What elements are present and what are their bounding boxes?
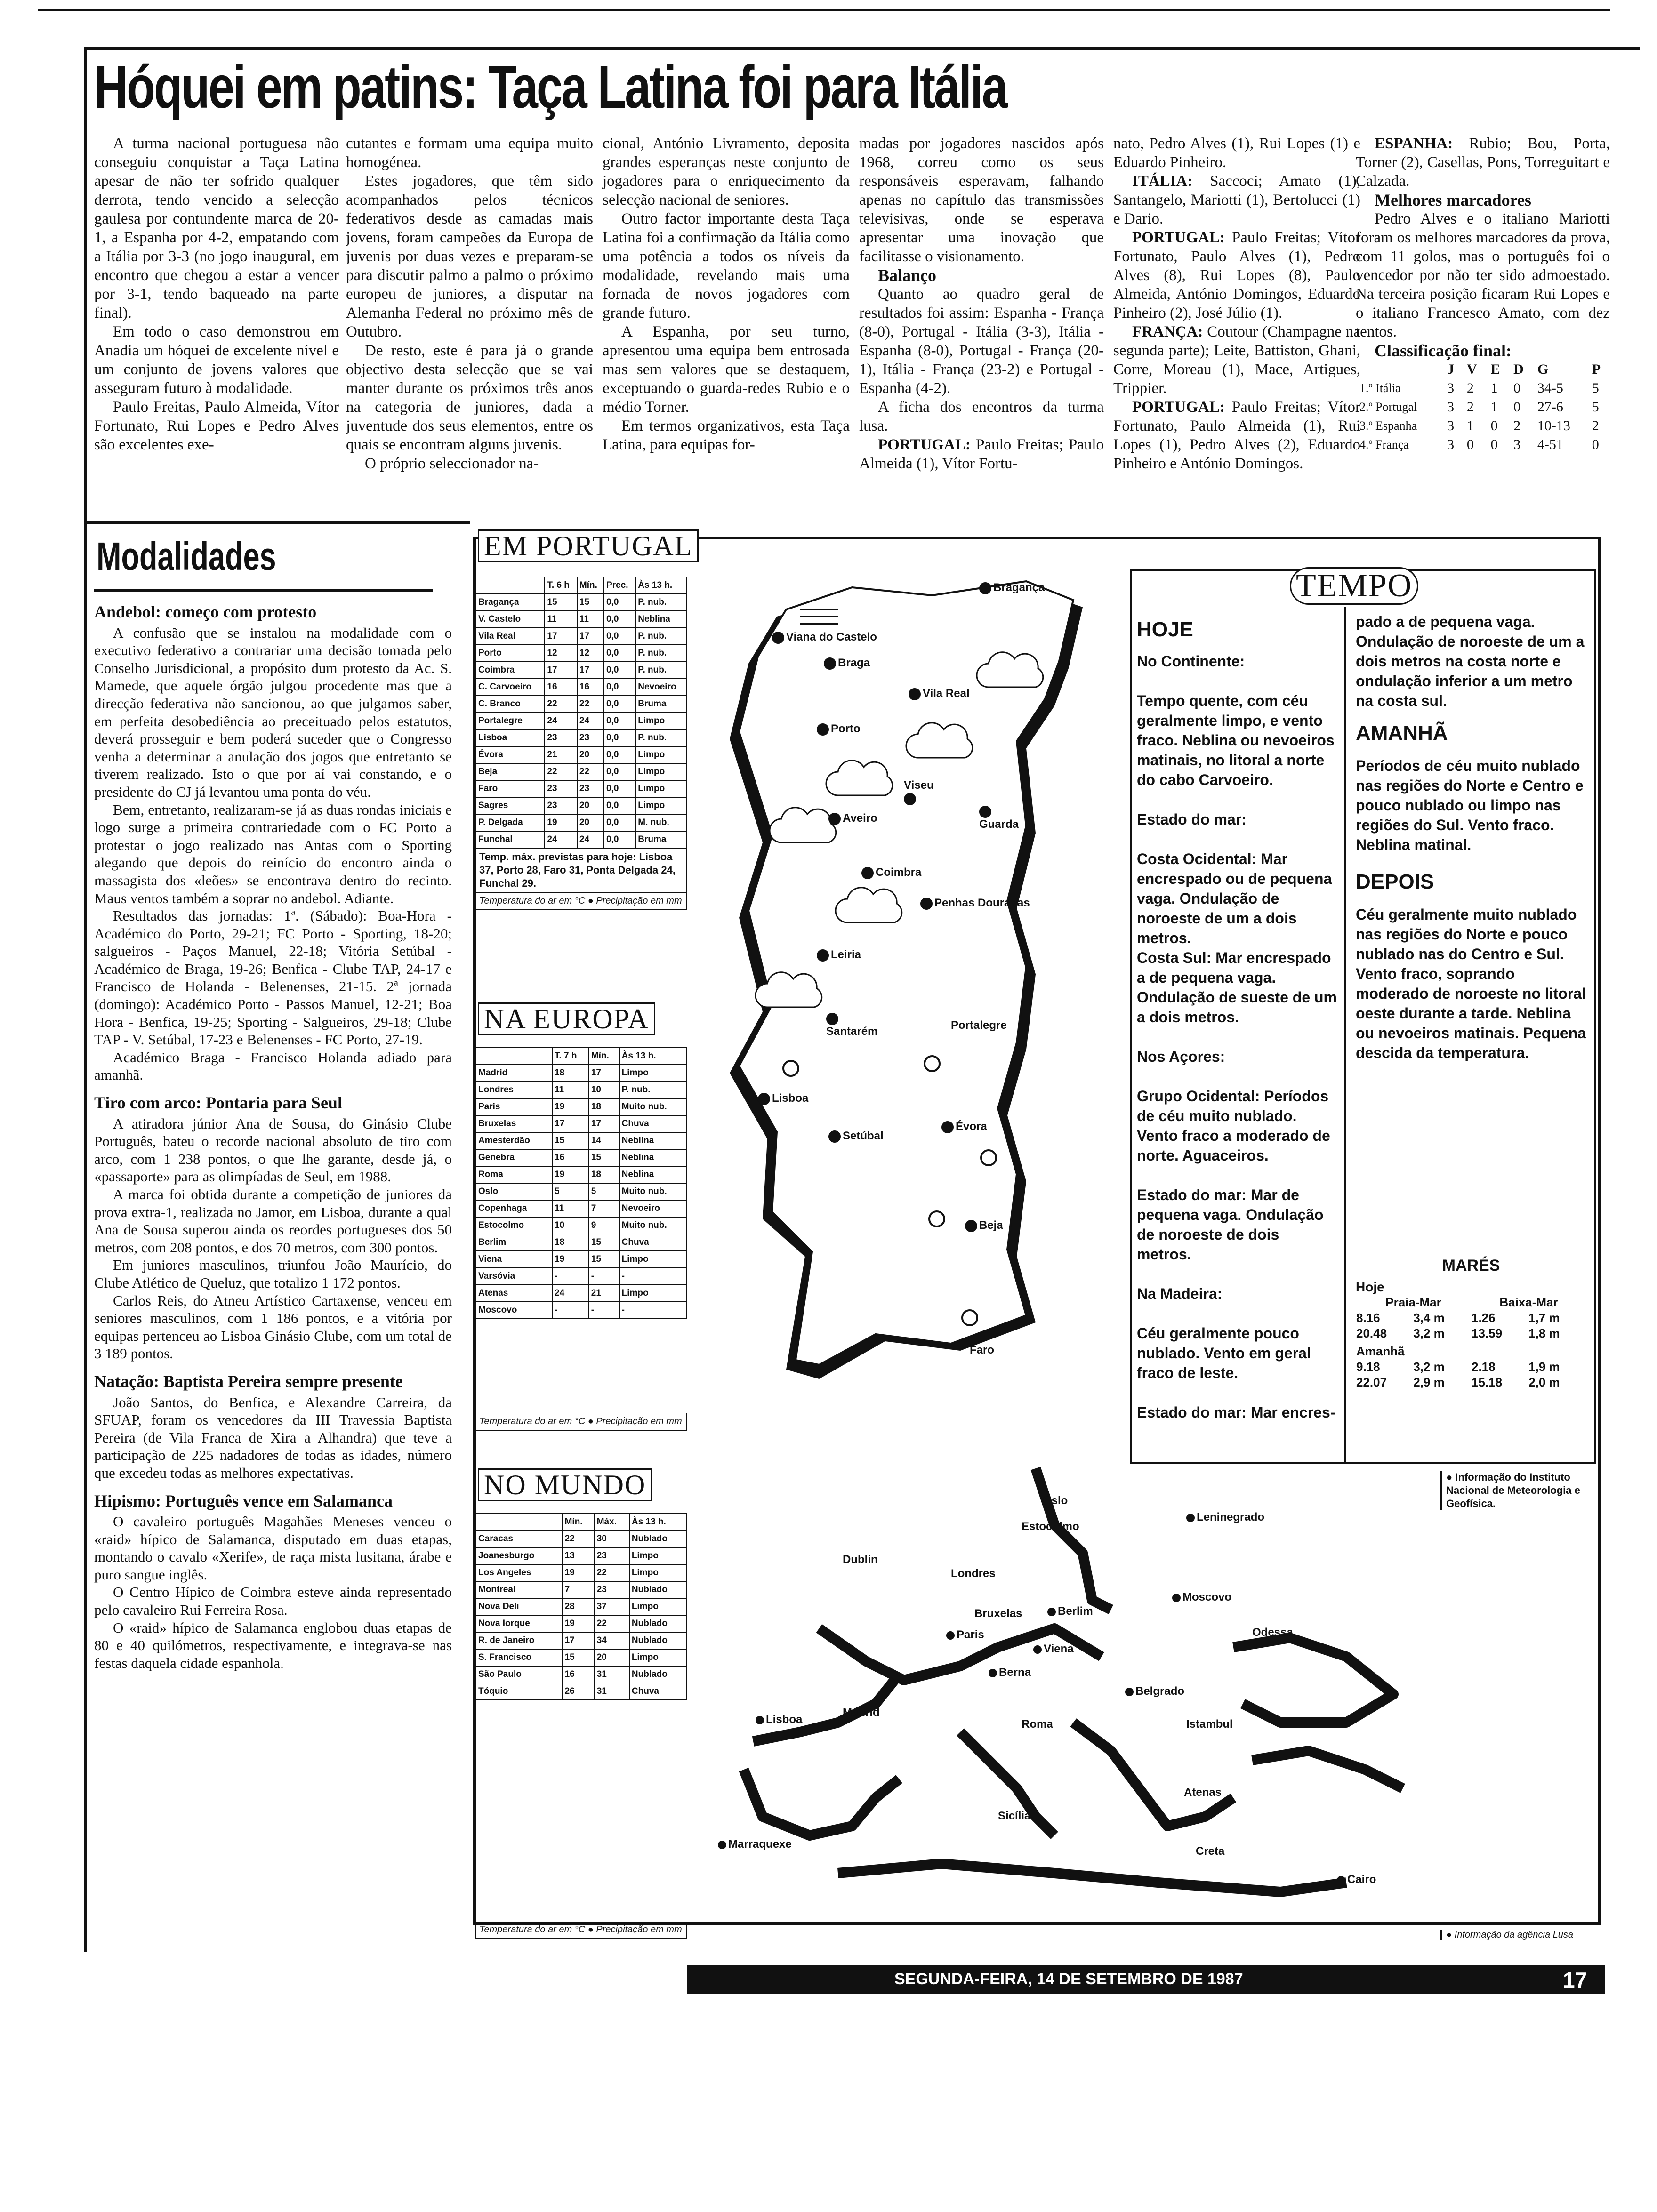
team-label: FRANÇA: — [1132, 323, 1203, 340]
article-col-4 — [859, 134, 1104, 473]
city-cell: Madrid — [476, 1065, 552, 1082]
city-creta: Creta — [1196, 1845, 1225, 1858]
city-cell: Los Angeles — [476, 1564, 563, 1581]
article-paragraph — [859, 435, 1104, 473]
article-paragraph: O próprio seleccionador na- — [365, 455, 539, 472]
table-row: São Paulo 16 31 Nublado — [476, 1666, 687, 1683]
table-header: T. 7 h Mín. Às 13 h. — [476, 1048, 687, 1065]
city-atenas: Atenas — [1184, 1786, 1222, 1799]
city-cell: Portalegre — [476, 713, 545, 729]
tempo-acores: Grupo Ocidental: Períodos de céu muito nublado. Vento fraco a moderado de norte. Aguaceiros. — [1137, 1088, 1330, 1164]
table-row: Caracas 22 30 Nublado — [476, 1531, 687, 1547]
city-belgrado: Belgrado — [1125, 1685, 1184, 1698]
tempo-madeira: Céu geralmente pouco nublado. Vento em geral fraco de leste. — [1137, 1325, 1311, 1381]
team-lineup: Paulo Freitas; Vítor Fortunato, Paulo Almeida (1), Rui Lopes (1), Pedro Alves (2), Eduardo Pinheiro e António Domingos. — [1113, 399, 1360, 472]
table-row: Lisboa 23 23 0,0 P. nub. — [476, 729, 687, 746]
subheading-classificacao: Classificação final: — [1375, 341, 1512, 360]
city-cell: Copenhaga — [476, 1200, 552, 1217]
no-mundo-table-wrap — [475, 1513, 687, 1939]
city-cell: C. Branco — [476, 696, 545, 713]
article-paragraph: nato, Pedro Alves (1), Rui Lopes (1) e Eduardo Pinheiro. — [1113, 135, 1360, 171]
article-paragraph: Em juniores masculinos, triunfou João Maurício, do Clube Atlético de Queluz, que totalizo 1 172 pontos. — [94, 1257, 452, 1291]
city-cell: Caracas — [476, 1531, 563, 1547]
table-row: Varsóvia - - - — [476, 1268, 687, 1285]
tempo-col-1 — [1137, 617, 1337, 1422]
article-paragraph: madas por jogadores nascidos após 1968, correu como os seus responsáveis esperavam, falhando apenas no capítulo das transmissões televisivas, onde se esperava apresentar uma inovação que facilitasse o visionamento. — [859, 135, 1104, 265]
table-row: Londres 11 10 P. nub. — [476, 1082, 687, 1098]
city-cell: Bruxelas — [476, 1115, 552, 1132]
em-portugal-heading: EM PORTUGAL — [478, 529, 699, 562]
table-row: C. Carvoeiro 16 16 0,0 Nevoeiro — [476, 679, 687, 696]
article-paragraph: O cavaleiro português Magahães Meneses venceu o «raid» hípico de Salamanca, disputado em duas etapas, montando o cavalo «Xerife», de raça mista lusitana, árabe e puro sangue inglês. — [94, 1513, 452, 1583]
city-dublin: Dublin — [843, 1553, 878, 1566]
city-sicilia: Sicília — [998, 1810, 1031, 1822]
article-paragraph: João Santos, do Benfica, e Alexandre Carreira, da SFUAP, foram os vencedores da III Travessia Baptista Pereira (de Vila Franca de Xira a Alhandra) que teve a participação de 225 nadadores de todas as idades, número que excedeu todas as melhores expectativas. — [94, 1394, 452, 1481]
city-cell: Lisboa — [476, 729, 545, 746]
bullet-icon: ● — [1446, 1471, 1456, 1483]
table-row: Amanhã — [1356, 1344, 1405, 1358]
city-paris: Paris — [946, 1628, 984, 1642]
classification-table — [1356, 360, 1610, 454]
team-lineup: Coutour (Champagne na segunda parte); Leite, Battiston, Ghani, Corre, Moreau (1), Mace, Artigues, Trippier. — [1113, 323, 1360, 397]
page-number: 17 — [1563, 1968, 1587, 1992]
team-lineup: Rubio; Bou, Porta, Torner (2), Casellas, Pons, Torreguitart e Calzada. — [1356, 135, 1610, 190]
modalidades-heading: Modalidades — [97, 534, 276, 578]
city-marraquexe: Marraquexe — [718, 1838, 792, 1851]
mares-title: MARÉS — [1442, 1257, 1500, 1274]
tempo-amanha-text: Períodos de céu muito nublado nas regiões do Norte e Centro e pouco nublado ou limpo nas regiões do Sul. Vento fraco. Neblina matinal. — [1356, 757, 1584, 853]
table-row: 4.º França 3 0 0 3 4-51 0 — [1359, 437, 1599, 452]
city-moscovo: Moscovo — [1172, 1591, 1231, 1604]
city-viena: Viena — [1033, 1643, 1074, 1656]
article-paragraph — [1356, 134, 1610, 191]
article-paragraph — [1113, 322, 1360, 398]
city-penhas-douradas: Penhas Douradas — [920, 897, 1030, 910]
instituto-note: ● Informação do Instituto Nacional de Meteorologia e Geofísica. — [1440, 1471, 1592, 1510]
modalidade-title-hipismo: Hipismo: Português vence em Salamanca — [94, 1491, 393, 1510]
modalidades-column — [94, 593, 452, 1672]
article-paragraph: Pedro Alves e o italiano Mariotti foram os melhores marcadores da prova, com 11 golos, mas o português foi o vencedor por não ter sido admoestado. Na terceira posição ficaram Rui Lopes e o italiano Francesco Amato, com dez tentos. — [1356, 210, 1610, 340]
portugal-outline — [739, 581, 1073, 1365]
table-row: Madrid 18 17 Limpo — [476, 1065, 687, 1082]
turkey-coast — [1252, 1751, 1403, 1788]
article-col-5 — [1113, 134, 1360, 473]
article-paragraph — [1113, 398, 1360, 473]
tempo-continente-label: No Continente: — [1137, 653, 1245, 670]
city-coimbra: Coimbra — [861, 866, 921, 879]
article-paragraph: Académico Braga - Francisco Holanda adiado para amanhã. — [94, 1049, 452, 1083]
article-paragraph: O «raid» hípico de Salamanca englobou duas etapas de 80 e 40 quilómetros, respectivamente, e integrava-se nas festas daquela cidade espanhola. — [94, 1619, 452, 1671]
city-lisboa-europe: Lisboa — [756, 1713, 802, 1726]
north-africa-coast — [838, 1864, 1346, 1892]
table-row: S. Francisco 15 20 Limpo — [476, 1649, 687, 1666]
tempo-costa-ocidental: Costa Ocidental: Mar encrespado ou de pequena vaga. Ondulação de noroeste de um a dois metros. — [1137, 850, 1332, 946]
tempo-madeira-label: Na Madeira: — [1137, 1285, 1223, 1302]
city-cell: Londres — [476, 1082, 552, 1098]
article-col-6 — [1356, 134, 1610, 454]
article-paragraph: A marca foi obtida durante a competição de juniores da prova extra-1, realizada no Jamor, em Lisboa, durante a qual Ana de Sousa superou ainda os reordes portugueses dos 50 metros, com 208 pontos, e dos 70 metros, com 300 pontos. — [94, 1186, 452, 1256]
table-row: Paris 19 18 Muito nub. — [476, 1098, 687, 1115]
subheading-marcadores: Melhores marcadores — [1375, 191, 1531, 209]
table-row: 22.07 2,9 m 15.18 2,0 m — [1356, 1375, 1560, 1389]
city-cell: C. Carvoeiro — [476, 679, 545, 696]
city-cell: Funchal — [476, 831, 545, 848]
article-paragraph: Carlos Reis, do Atneu Artístico Cartaxense, venceu em seniores masculinos, com 1 186 pontos, e a vitória por equipas pertenceu ao Lisboa Ginásio Clube, com um total de 3 189 pontos. — [94, 1292, 452, 1362]
city-roma: Roma — [1022, 1718, 1053, 1731]
city-cairo: Cairo — [1337, 1873, 1376, 1886]
city-cell: Estocolmo — [476, 1217, 552, 1234]
article-paragraph: De resto, este é para já o grande objectivo desta selecção que se vai manter durante os próximos três anos na categoria de juniores, dada a juventude dos seus elementos, entre os quais se encontram alguns juvenis. — [346, 342, 593, 453]
city-guarda: Guarda — [979, 805, 1019, 831]
table-header: Praia-Mar Baixa-Mar — [1385, 1295, 1558, 1309]
table-row: Vila Real 17 17 0,0 P. nub. — [476, 628, 687, 645]
table-row: C. Branco 22 22 0,0 Bruma — [476, 696, 687, 713]
article-paragraph: Em todo o caso demonstrou em Anadia um hóquei de excelente nível e um conjunto de jovens valores que asseguram futuro à modalidade. — [94, 323, 339, 397]
table-row: Funchal 24 24 0,0 Bruma — [476, 831, 687, 848]
top-rule — [38, 9, 1610, 11]
city-cell: Beja — [476, 763, 545, 780]
table-row: Moscovo - - - — [476, 1302, 687, 1319]
table-row: Bragança 15 15 0,0 P. nub. — [476, 594, 687, 611]
table-row: Tóquio 26 31 Chuva — [476, 1683, 687, 1700]
city-cell: Bragança — [476, 594, 545, 611]
article-col-2 — [346, 134, 593, 473]
article-col-3 — [603, 134, 850, 454]
table-row: Oslo 5 5 Muito nub. — [476, 1183, 687, 1200]
city-cell: Évora — [476, 746, 545, 763]
team-lineup: Paulo Freitas; Paulo Almeida (1), Vítor Fortu- — [859, 436, 1104, 472]
footer-date: SEGUNDA-FEIRA, 14 DE SETEMBRO DE 1987 — [894, 1970, 1243, 1988]
table-row: R. de Janeiro 17 34 Nublado — [476, 1632, 687, 1649]
na-europa-rows — [476, 1065, 687, 1319]
city-cell: P. Delgada — [476, 814, 545, 831]
article-paragraph: Estes jogadores, que têm sido acompanhados pelos técnicos federativos desde as camadas mais jovens, foram campeões da Europa de juvenis por duas vezes e preparam-se para discutir palmo a palmo o próximo europeu de juniores, a disputar na Alemanha Federal no próximo mês de Outubro. — [346, 173, 593, 340]
city-cell: Nova Deli — [476, 1598, 563, 1615]
no-mundo-table — [475, 1513, 687, 1700]
city-viseu: Viseu — [904, 779, 934, 805]
table-row: Faro 23 23 0,0 Limpo — [476, 780, 687, 797]
city-cell: Porto — [476, 645, 545, 662]
table-row: 1.º Itália 3 2 1 0 34-5 5 — [1359, 380, 1599, 396]
city-cell: Roma — [476, 1166, 552, 1183]
tempo-col2-top: pado a de pequena vaga. Ondulação de noroeste de um a dois metros na costa norte e ondulação inferior a um metro na costa sul. — [1356, 613, 1585, 709]
modalidades-rule — [94, 589, 433, 592]
tempo-heading: TEMPO — [1290, 567, 1418, 605]
scandinavia-coast — [1036, 1468, 1111, 1610]
city-evora: Évora — [941, 1120, 987, 1133]
table-row: Estocolmo 10 9 Muito nub. — [476, 1217, 687, 1234]
city-cell: Coimbra — [476, 662, 545, 679]
modalidade-title-andebol: Andebol: começo com protesto — [94, 602, 317, 621]
city-portalegre: Portalegre — [951, 1019, 1007, 1032]
tempo-amanha: AMANHÃ — [1356, 721, 1448, 745]
team-lineup: Paulo Freitas; Vítor Fortunato, Paulo Alves (1), Pedro Alves (8), Rui Lopes (8), Paulo Almeida, António Domingos, Eduardo Pinheiro (2), José Júlio (1). — [1113, 229, 1360, 321]
table-row: Viena 19 15 Limpo — [476, 1251, 687, 1268]
blacksea-coast — [1233, 1638, 1393, 1723]
table-row: 2.º Portugal 3 2 1 0 27-6 5 — [1359, 399, 1599, 415]
article-paragraph: O Centro Hípico de Coimbra esteve ainda representado pelo cavaleiro Rui Ferreira Rosa. — [94, 1584, 452, 1619]
team-label: PORTUGAL: — [1132, 399, 1225, 416]
table-row: 3.º Espanha 3 1 0 2 10-13 2 — [1359, 418, 1599, 433]
city-cell: Moscovo — [476, 1302, 552, 1319]
tempo-col-2 — [1356, 612, 1586, 1063]
city-cell: Genebra — [476, 1149, 552, 1166]
city-cell: Tóquio — [476, 1683, 563, 1700]
portugal-map — [697, 551, 1111, 1445]
tempo-costa-sul: Costa Sul: Mar encrespado a de pequena vaga. Ondulação de sueste de um a dois metros. — [1137, 949, 1337, 1026]
city-cell: Faro — [476, 780, 545, 797]
tempo-estado-mar-label: Estado do mar: — [1137, 811, 1247, 828]
city-cell: V. Castelo — [476, 611, 545, 628]
city-braga: Braga — [824, 657, 870, 670]
table-row: Beja 22 22 0,0 Limpo — [476, 763, 687, 780]
lusa-note: ● Informação da agência Lusa — [1440, 1930, 1573, 1940]
city-cell: Nova Iorque — [476, 1615, 563, 1632]
bullet-icon: ● — [1446, 1930, 1455, 1940]
table-row: Atenas 24 21 Limpo — [476, 1285, 687, 1302]
balkan-coast — [1073, 1723, 1233, 1826]
team-label: PORTUGAL: — [878, 436, 971, 453]
article-paragraph: Resultados das jornadas: 1ª. (Sábado): Boa-Hora - Académico do Porto, 29-21; FC Porto - Sporting, 18-20; salgueiros - Paços Manuel, 22-18; Vitória Setúbal - Académico de Braga, 19-26; Benfica - Clube TAP, 24-17 e Francisco de Holanda - Belenenses, 21-15. 2ª jornada (domingo): Académico Porto - Passos Manuel, 12-21; Boa Hora - Benfica, 19-25; Sporting - Salgueiros, 29-18; Clube TAP - V. Setúbal, 17-23 e Belenenses - FC Porto, 27-19. — [94, 907, 452, 1048]
table-row: Nova Deli 28 37 Limpo — [476, 1598, 687, 1615]
city-cell: Montreal — [476, 1581, 563, 1598]
tempo-hoje: HOJE — [1137, 618, 1193, 641]
table-row: 9.18 3,2 m 2.18 1,9 m — [1356, 1360, 1560, 1374]
em-portugal-note: Temperatura do ar em °C ● Precipitação em mm — [475, 893, 687, 910]
city-cell: Amesterdão — [476, 1132, 552, 1149]
modalidades-top-rule — [84, 521, 470, 524]
table-row: Montreal 7 23 Nublado — [476, 1581, 687, 1598]
city-leiria: Leiria — [817, 948, 861, 962]
table-row: 8.16 3,4 m 1.26 1,7 m — [1356, 1311, 1560, 1325]
mares-hoje: Hoje — [1356, 1280, 1384, 1294]
article-paragraph: A turma nacional portuguesa não conseguiu conquistar a Taça Latina apesar de não ter sofrido qualquer derrota, tendo vencido a selecção gaulesa por contundente marca de 20-1, a Espanha por 4-2, empatando com a Itália por 3-3 (no jogo inaugural, em encontro que chegou a estar a vencer por 3-1, tendo baqueado na parte final). — [94, 135, 339, 321]
city-cell: São Paulo — [476, 1666, 563, 1683]
tempo-depois: DEPOIS — [1356, 870, 1434, 893]
city-porto: Porto — [817, 722, 861, 736]
na-europa-heading: NA EUROPA — [478, 1002, 655, 1035]
city-estocolmo: Estocolmo — [1022, 1520, 1079, 1533]
team-lineup: Saccoci; Amato (1), Santangelo, Mariotti (1), Bertolucci (1) e Dario. — [1113, 173, 1360, 227]
modalidades-frame — [84, 521, 87, 1952]
city-madrid: Madrid — [843, 1706, 880, 1719]
headline: Hóquei em patins: Taça Latina foi para Itália — [94, 54, 1007, 121]
na-europa-table — [475, 1047, 687, 1319]
city-odessa: Odessa — [1252, 1626, 1293, 1639]
city-berlim: Berlim — [1047, 1605, 1093, 1618]
city-aveiro: Aveiro — [828, 812, 877, 825]
mares-table — [1356, 1295, 1586, 1390]
table-row: Coimbra 17 17 0,0 P. nub. — [476, 662, 687, 679]
article-paragraph: cional, António Livramento, deposita grandes esperanças neste conjunto de jogadores para o enriquecimento da selecção nacional de seniores. — [603, 135, 850, 208]
city-cell: Oslo — [476, 1183, 552, 1200]
na-europa-table-wrap — [475, 1047, 687, 1431]
table-row: Sagres 23 20 0,0 Limpo — [476, 797, 687, 814]
table-row: Porto 12 12 0,0 P. nub. — [476, 645, 687, 662]
city-beja: Beja — [965, 1219, 1003, 1232]
na-europa-note: Temperatura do ar em °C ● Precipitação em mm — [475, 1413, 687, 1431]
article-paragraph: Em termos organizativos, esta Taça Latina, para equipas for- — [603, 417, 850, 453]
city-leninegrado: Leninegrado — [1186, 1511, 1264, 1524]
classification-header: J V E D G P — [1447, 361, 1601, 377]
city-cell: Atenas — [476, 1285, 552, 1302]
modalidade-title-natacao: Natação: Baptista Pereira sempre presente — [94, 1371, 403, 1391]
city-cell: Joanesburgo — [476, 1547, 563, 1564]
city-cell: Vila Real — [476, 628, 545, 645]
tempo-divider — [1344, 607, 1346, 1464]
team-label: ITÁLIA: — [1132, 173, 1193, 190]
article-paragraph: Bem, entretanto, realizaram-se já as duas rondas iniciais e logo surge a primeira contrariedade com o FC Porto a protestar o jogo realizado nas Antas com o Sporting alegando que depois do reinício do encontro ainda o massagista dos «leões» se encontrava dentro do recinto. Maus ventos também a soprar no andebol. Adiante. — [94, 801, 452, 906]
table-row: Roma 19 18 Neblina — [476, 1166, 687, 1183]
em-portugal-footer: Temp. máx. previstas para hoje: Lisboa 37, Porto 28, Faro 31, Ponta Delgada 24, Funchal 29. — [475, 849, 687, 893]
table-row: P. Delgada 19 20 0,0 M. nub. — [476, 814, 687, 831]
city-setubal: Setúbal — [828, 1130, 884, 1143]
article-paragraph: A atiradora júnior Ana de Sousa, do Ginásio Clube Português, bateu o recorde nacional absoluto de tiro com arco, com 1 238 pontos, o que lhe garante, desde já, o «passaporte» para as olimpíadas de Seul, em 1988. — [94, 1115, 452, 1185]
city-oslo: Oslo — [1043, 1494, 1068, 1507]
article-paragraph: A confusão que se instalou na modalidade com o executivo federativo a contrariar uma decisão tomada pelo Conselho Jurisdicional, a propósito dum protesto da Ac. S. Mamede, que aquele órgão julgou procedente mas que a direcção federativa não sancionou, ao que julgamos saber, em perfeita desobediência ao preceituado pelos estatutos, deverá prosseguir e bem poderá suceder que o Congresso venha a determinar a anulação dos jogos que entretanto se tiverem realizado. Isto o que por aí vai constando, e o presidente do CJ já levantou uma ponta do véu. — [94, 624, 452, 800]
table-row: Évora 21 20 0,0 Limpo — [476, 746, 687, 763]
city-vila-real: Vila Real — [909, 687, 970, 700]
article-paragraph: Quanto ao quadro geral de resultados foi assim: Espanha - França (8-0), Portugal - Itália (3-3), Itália - Espanha (8-0), Portugal - França (20-1), Itália - França (23-2) e Portugal - Espanha (4-2). — [859, 286, 1104, 397]
team-label: ESPANHA: — [1375, 135, 1453, 152]
city-bruxelas: Bruxelas — [974, 1607, 1022, 1620]
table-row: Amesterdão 15 14 Neblina — [476, 1132, 687, 1149]
no-mundo-note: Temperatura do ar em °C ● Precipitação em mm — [475, 1922, 687, 1939]
article-paragraph: A Espanha, por seu turno, apresentou uma equipa bem entrosada mas sem valores que se destaquem, exceptuando o guarda-redes Rubio e o médio Torner. — [603, 323, 850, 416]
article-paragraph: Paulo Freitas, Paulo Almeida, Vítor Fortunato, Rui Lopes e Pedro Alves são excelentes exe- — [94, 399, 339, 453]
table-row: V. Castelo 11 11 0,0 Neblina — [476, 611, 687, 628]
city-cell: Viena — [476, 1251, 552, 1268]
city-cell: Paris — [476, 1098, 552, 1115]
city-santarem: Santarém — [826, 1012, 877, 1038]
subheading-balanco: Balanço — [878, 266, 937, 285]
city-faro: Faro — [970, 1344, 995, 1356]
tempo-depois-text: Céu geralmente muito nublado nas regiões do Norte e pouco nublado nas do Centro e Sul. Vento fraco, soprando moderado de noroeste no litoral oeste durante a tarde. Neblina ou nevoeiros matinais. Pequena descida da temperatura. — [1356, 906, 1586, 1061]
no-mundo-heading: NO MUNDO — [478, 1468, 652, 1501]
city-cell: Berlim — [476, 1234, 552, 1251]
table-row: 20.48 3,2 m 13.59 1,8 m — [1356, 1326, 1560, 1340]
table-row: Bruxelas 17 17 Chuva — [476, 1115, 687, 1132]
tempo-acores-label: Nos Açores: — [1137, 1048, 1225, 1065]
article-paragraph: cutantes e formam uma equipa muito homogénea. — [346, 135, 593, 171]
city-viana: Viana do Castelo — [772, 631, 877, 644]
article-paragraph: A ficha dos encontros da turma lusa. — [859, 399, 1104, 434]
tempo-madeira-mar: Estado do mar: Mar encres- — [1137, 1404, 1335, 1421]
iberia-coast — [744, 1770, 899, 1835]
table-row: Joanesburgo 13 23 Limpo — [476, 1547, 687, 1564]
em-portugal-table-wrap — [475, 577, 687, 910]
em-portugal-rows — [476, 594, 687, 848]
table-row: Nova Iorque 19 22 Nublado — [476, 1615, 687, 1632]
table-header: T. 6 h Mín. Prec. Às 13 h. — [476, 577, 687, 594]
table-row: Berlim 18 15 Chuva — [476, 1234, 687, 1251]
city-berna: Berna — [989, 1666, 1031, 1679]
city-cell: Sagres — [476, 797, 545, 814]
no-mundo-rows — [476, 1531, 687, 1700]
city-braganca: Bragança — [979, 581, 1045, 594]
article-paragraph — [1113, 172, 1360, 228]
city-cell: S. Francisco — [476, 1649, 563, 1666]
table-row: Copenhaga 11 7 Nevoeiro — [476, 1200, 687, 1217]
city-cell: R. de Janeiro — [476, 1632, 563, 1649]
article-paragraph — [1113, 228, 1360, 322]
modalidade-title-tiro: Tiro com arco: Pontaria para Seul — [94, 1093, 342, 1113]
city-londres: Londres — [951, 1567, 996, 1580]
article-col-1 — [94, 134, 339, 454]
table-row: Los Angeles 19 22 Limpo — [476, 1564, 687, 1581]
city-lisboa: Lisboa — [758, 1092, 808, 1105]
city-cell: Varsóvia — [476, 1268, 552, 1285]
tempo-acores-mar: Estado do mar: Mar de pequena vaga. Ondulação de noroeste de dois metros. — [1137, 1186, 1324, 1263]
table-row: Genebra 16 15 Neblina — [476, 1149, 687, 1166]
em-portugal-table — [475, 577, 687, 849]
table-row: Portalegre 24 24 0,0 Limpo — [476, 713, 687, 729]
table-header: Mín. Máx. Às 13 h. — [476, 1514, 687, 1531]
team-label: PORTUGAL: — [1132, 229, 1225, 246]
mares-block — [1356, 1257, 1586, 1390]
article-paragraph: Outro factor importante desta Taça Latina foi a confirmação da Itália como uma potência a todos os níveis da modalidade, revelando mais uma fornada de novos jogadores com grande futuro. — [603, 210, 850, 321]
tempo-continente: Tempo quente, com céu geralmente limpo, e vento fraco. Neblina ou nevoeiros matinais, no litoral a norte do cabo Carvoeiro. — [1137, 692, 1335, 788]
city-istambul: Istambul — [1186, 1718, 1233, 1731]
